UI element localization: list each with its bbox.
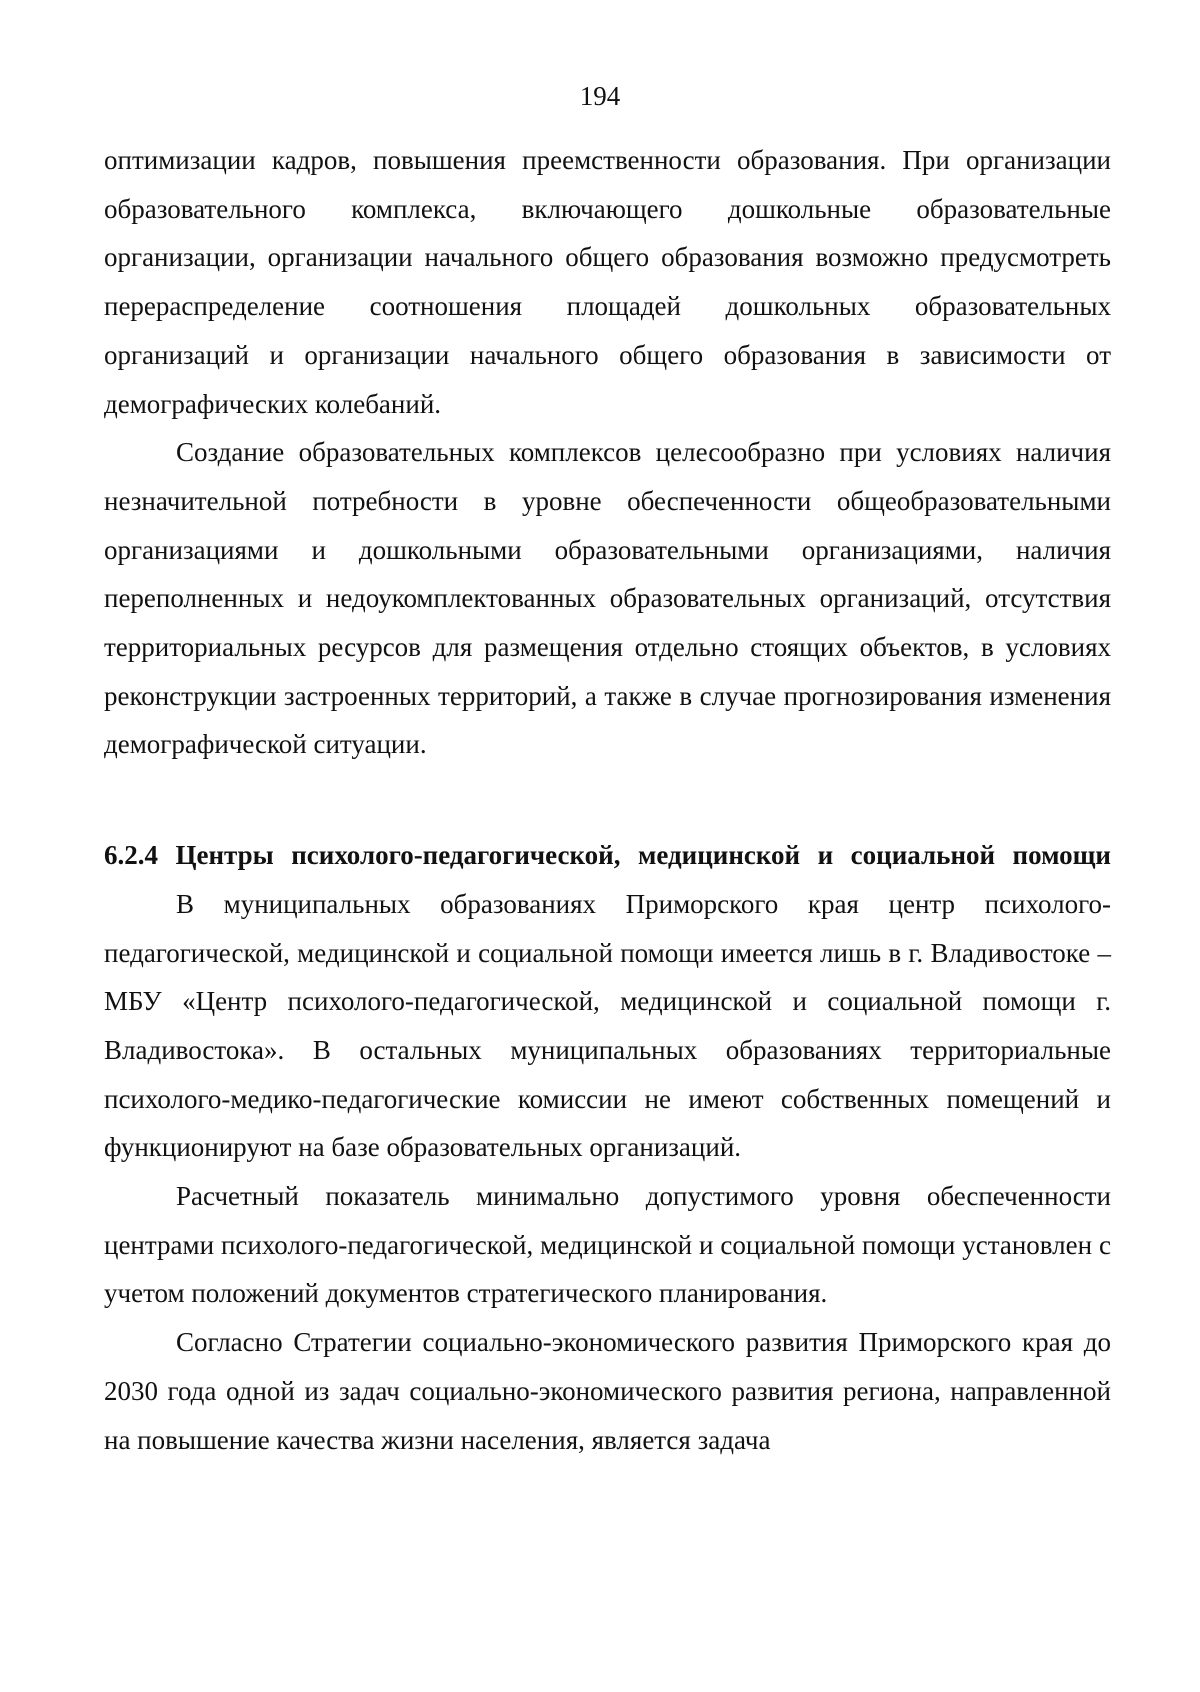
paragraph-strategy: Согласно Стратегии социально-экономического развития Приморского края до 2030 года одной из задач социально-экономического развития региона, направленной на повышение качества жизни населения, является задача <box>104 1327 1111 1455</box>
page-number: 194 <box>579 81 621 111</box>
paragraph-municipal-centers: В муниципальных образованиях Приморского края центр психолого-педагогической, медицинской и социальной помощи имеется лишь в г. Владивостоке – МБУ «Центр психолого-педагогической, медицинской и социальной помощи г. Владивостока». В остальных муниципальных образованиях территориальные психолого-медико-педагогические комиссии не имеют собственных помещений и функционируют на базе образовательных организаций. <box>104 888 1111 1163</box>
page-body <box>104 136 1111 1464</box>
paragraph-calculated-indicator: Расчетный показатель минимально допустимого уровня обеспеченности центрами психолого-педагогической, медицинской и социальной помощи установлен с учетом положений документов стратегического планирования. <box>104 1181 1111 1309</box>
section-heading: 6.2.4 Центры психолого-педагогической, медицинской и социальной помощи <box>104 840 1111 871</box>
paragraph-education-complexes: Создание образовательных комплексов целесообразно при условиях наличия незначительной потребности в уровне обеспеченности общеобразовательными организациями и дошкольными образовательными организациями, наличия переполненных и недоукомплектованных образовательных организаций, отсутствия территориальных ресурсов для размещения отдельно стоящих объектов, в условиях реконструкции застроенных территорий, а также в случае прогнозирования изменения демографической ситуации. <box>104 437 1111 760</box>
paragraph-continuation: оптимизации кадров, повышения преемственности образования. При организации образовательного комплекса, включающего дошкольные образовательные организации, организации начального общего образования возможно предусмотреть перераспределение соотношения площадей дошкольных образовательных организаций и организации начального общего образования в зависимости от демографических колебаний. <box>104 145 1111 419</box>
